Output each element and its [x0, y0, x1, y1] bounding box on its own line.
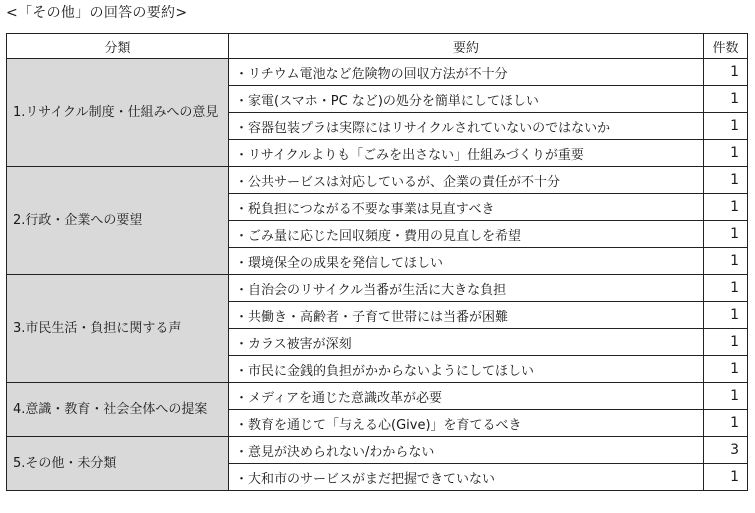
- summary-cell: ・共働き・高齢者・子育て世帯には当番が困難: [229, 302, 704, 329]
- summary-cell: ・リチウム電池など危険物の回収方法が不十分: [229, 59, 704, 86]
- summary-cell: ・大和市のサービスがまだ把握できていない: [229, 464, 704, 491]
- summary-cell: ・市民に金銭的負担がかからないようにしてほしい: [229, 356, 704, 383]
- category-cell: 2.行政・企業への要望: [7, 167, 229, 275]
- summary-cell: ・カラス被害が深刻: [229, 329, 704, 356]
- count-cell: 1: [704, 140, 748, 167]
- table-caption: <「その他」の回答の要約>: [6, 5, 188, 21]
- category-cell: 5.その他・未分類: [7, 437, 229, 491]
- summary-cell: ・メディアを通じた意識改革が必要: [229, 383, 704, 410]
- header-count: 件数: [704, 34, 748, 59]
- table-row: [7, 383, 748, 410]
- summary-cell: ・環境保全の成果を発信してほしい: [229, 248, 704, 275]
- count-cell: 1: [704, 410, 748, 437]
- header-summary: 要約: [229, 34, 704, 59]
- table-body: [7, 59, 748, 491]
- category-cell: 3.市民生活・負担に関する声: [7, 275, 229, 383]
- summary-cell: ・リサイクルよりも「ごみを出さない」仕組みづくりが重要: [229, 140, 704, 167]
- summary-cell: ・容器包装プラは実際にはリサイクルされていないのではないか: [229, 113, 704, 140]
- count-cell: 1: [704, 383, 748, 410]
- header-category: 分類: [7, 34, 229, 59]
- table-row: [7, 59, 748, 86]
- summary-cell: ・公共サービスは対応しているが、企業の責任が不十分: [229, 167, 704, 194]
- table-row: [7, 275, 748, 302]
- category-cell: 1.リサイクル制度・仕組みへの意見: [7, 59, 229, 167]
- count-cell: 1: [704, 167, 748, 194]
- count-cell: 3: [704, 437, 748, 464]
- count-cell: 1: [704, 59, 748, 86]
- count-cell: 1: [704, 248, 748, 275]
- summary-cell: ・家電(スマホ・PC など)の処分を簡単にしてほしい: [229, 86, 704, 113]
- summary-cell: ・税負担につながる不要な事業は見直すべき: [229, 194, 704, 221]
- count-cell: 1: [704, 275, 748, 302]
- table-row: [7, 437, 748, 464]
- summary-table: [6, 33, 748, 491]
- count-cell: 1: [704, 194, 748, 221]
- table-row: [7, 167, 748, 194]
- summary-cell: ・教育を通じて「与える心(Give)」を育てるべき: [229, 410, 704, 437]
- count-cell: 1: [704, 221, 748, 248]
- count-cell: 1: [704, 329, 748, 356]
- count-cell: 1: [704, 464, 748, 491]
- count-cell: 1: [704, 86, 748, 113]
- count-cell: 1: [704, 113, 748, 140]
- summary-cell: ・意見が決められない/わからない: [229, 437, 704, 464]
- category-cell: 4.意識・教育・社会全体への提案: [7, 383, 229, 437]
- count-cell: 1: [704, 302, 748, 329]
- header-row: [7, 34, 748, 59]
- count-cell: 1: [704, 356, 748, 383]
- summary-cell: ・自治会のリサイクル当番が生活に大きな負担: [229, 275, 704, 302]
- summary-cell: ・ごみ量に応じた回収頻度・費用の見直しを希望: [229, 221, 704, 248]
